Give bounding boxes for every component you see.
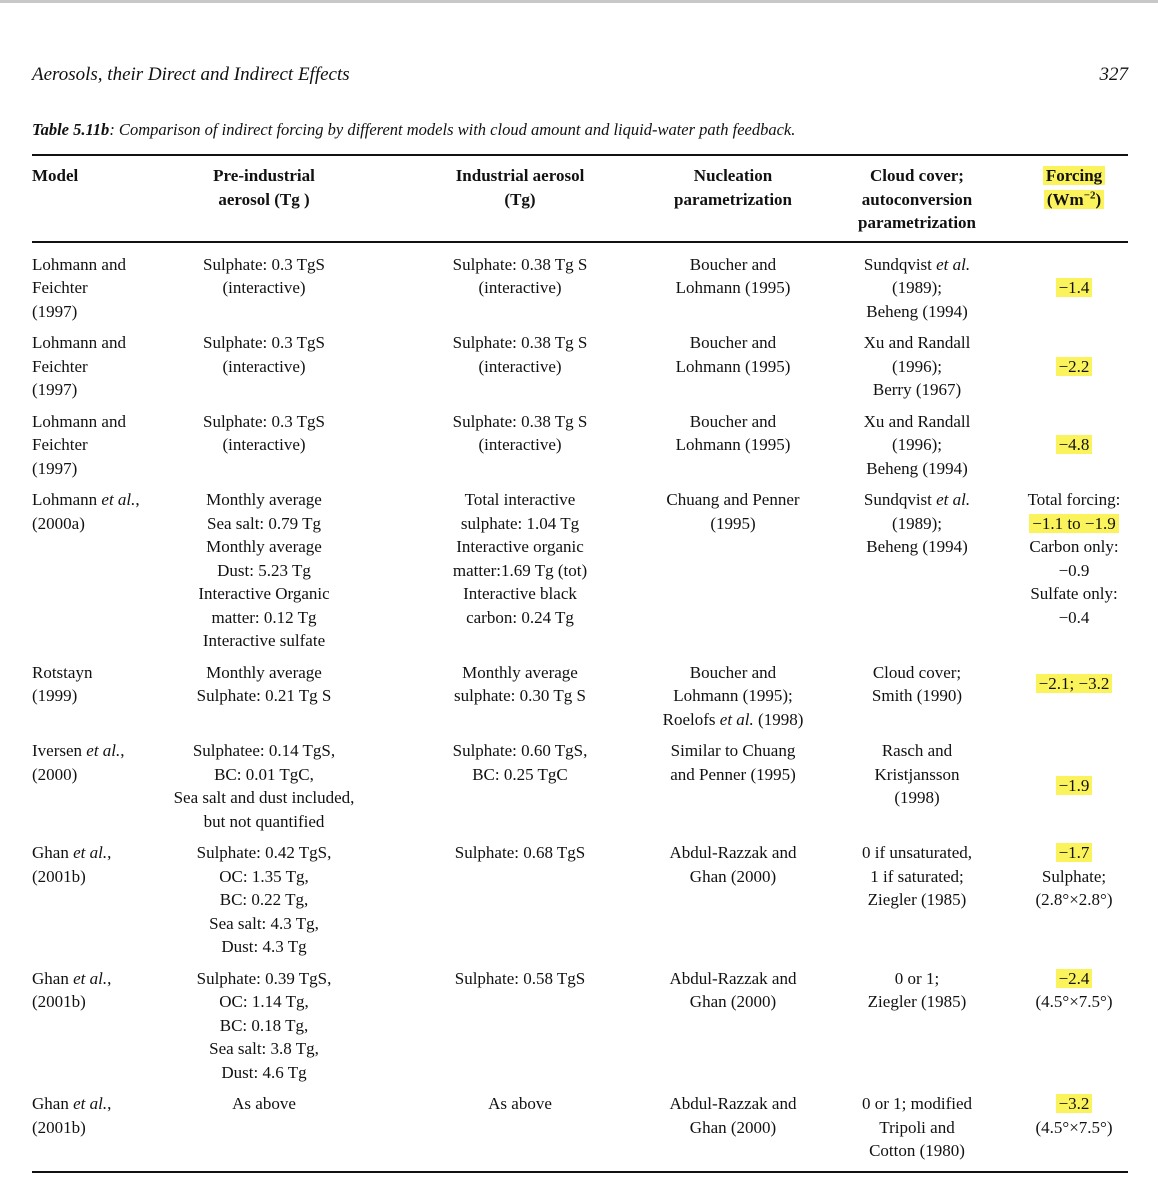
table-row bbox=[32, 967, 1128, 1093]
cell-preindustrial: Sulphate: 0.3 TgS (interactive) bbox=[203, 411, 325, 454]
col-header-cloud: Cloud cover; autoconversion parametrization bbox=[857, 166, 977, 232]
col-header-forcing bbox=[1020, 155, 1128, 242]
forcing-header-l2 bbox=[1044, 190, 1104, 209]
forcing-value: −2.1; −3.2 bbox=[1036, 674, 1113, 693]
model-text: Lohmann and Feichter (1997) bbox=[32, 254, 126, 321]
cell-nucleation: Abdul-Razzak and Ghan (2000) bbox=[669, 843, 797, 886]
cloud-et-al: et al. bbox=[936, 490, 971, 509]
cell-industrial: Total interactive sulphate: 1.04 Tg Interactive organic matter:1.69 Tg (tot) Interactive black carbon: 0.24 Tg bbox=[452, 490, 588, 627]
top-border bbox=[0, 0, 1158, 3]
cell-model bbox=[32, 841, 140, 967]
cell-nucleation: Similar to Chuang and Penner (1995) bbox=[670, 741, 796, 784]
cloud-text-rest: (1989); Beheng (1994) bbox=[866, 513, 968, 556]
cell-model bbox=[32, 739, 140, 841]
cell-cloud bbox=[814, 331, 1020, 410]
forcing-note: Carbon only: −0.9 Sulfate only: −0.4 bbox=[1029, 537, 1119, 627]
cell-forcing bbox=[1020, 488, 1128, 661]
forcing-value: −1.4 bbox=[1056, 278, 1093, 297]
model-text: Iversen bbox=[32, 741, 87, 760]
header-row bbox=[32, 155, 1128, 242]
table-row bbox=[32, 1092, 1128, 1172]
forcing-value-wrap bbox=[1020, 410, 1128, 457]
table-container bbox=[32, 154, 1128, 1173]
cloud-text: 0 or 1; Ziegler (1985) bbox=[867, 968, 967, 1011]
model-text-rest: , (2001b) bbox=[32, 1094, 112, 1137]
cell-cloud bbox=[814, 739, 1020, 841]
nucleation-text: Boucher and Lohmann (1995); Roelofs bbox=[662, 662, 793, 729]
cell-forcing bbox=[1020, 1092, 1128, 1172]
cell-forcing bbox=[1020, 410, 1128, 489]
caption-text: : Comparison of indirect forcing by different models with cloud amount and liquid-water path feedback. bbox=[109, 120, 796, 139]
cell-cloud bbox=[814, 1092, 1020, 1172]
cell-forcing bbox=[1020, 739, 1128, 841]
table-row bbox=[32, 331, 1128, 410]
comparison-table bbox=[32, 154, 1128, 1173]
cell-preindustrial: Sulphatee: 0.14 TgS, BC: 0.01 TgC, Sea salt and dust included, but not quantified bbox=[173, 741, 355, 831]
cell-cloud bbox=[814, 841, 1020, 967]
table-row bbox=[32, 661, 1128, 740]
cell-preindustrial: Sulphate: 0.3 TgS (interactive) bbox=[203, 254, 325, 297]
cloud-text: Cloud cover; Smith (1990) bbox=[871, 662, 963, 705]
cell-nucleation: Boucher and Lohmann (1995) bbox=[675, 411, 791, 454]
model-text: Ghan bbox=[32, 968, 74, 988]
forcing-note: (4.5°×7.5°) bbox=[1035, 992, 1113, 1011]
cell-industrial: Sulphate: 0.60 TgS, BC: 0.25 TgC bbox=[452, 741, 588, 784]
table-caption bbox=[32, 120, 1132, 140]
cell-nucleation: Chuang and Penner (1995) bbox=[666, 490, 800, 533]
cell-nucleation: Abdul-Razzak and Ghan (2000) bbox=[669, 1094, 797, 1137]
cloud-text-rest: (1989); Beheng (1994) bbox=[866, 278, 968, 321]
running-title: Aerosols, their Direct and Indirect Effects bbox=[32, 64, 350, 85]
model-et-al: et al. bbox=[101, 490, 136, 509]
table-row bbox=[32, 242, 1128, 332]
model-et-al: et al. bbox=[73, 843, 108, 862]
cell-forcing bbox=[1020, 242, 1128, 332]
forcing-value-wrap bbox=[1020, 661, 1128, 696]
forcing-value-wrap bbox=[1020, 841, 1128, 865]
cell-forcing bbox=[1020, 331, 1128, 410]
model-text: Rotstayn (1999) bbox=[32, 662, 93, 705]
forcing-value: −1.9 bbox=[1056, 776, 1093, 795]
forcing-unit-exponent: −2 bbox=[1083, 188, 1096, 201]
cell-forcing bbox=[1020, 661, 1128, 740]
cell-forcing bbox=[1020, 967, 1128, 1093]
forcing-value-wrap bbox=[1020, 331, 1128, 378]
model-et-al: et al. bbox=[73, 1094, 108, 1113]
forcing-value: −4.8 bbox=[1056, 435, 1093, 454]
forcing-unit: (Wm bbox=[1046, 189, 1084, 209]
cell-industrial: Monthly average sulphate: 0.30 Tg S bbox=[454, 662, 586, 705]
cell-model bbox=[32, 967, 140, 1093]
forcing-value: −2.4 bbox=[1056, 969, 1093, 988]
cell-preindustrial: Sulphate: 0.3 TgS (interactive) bbox=[203, 333, 325, 376]
page-number: 327 bbox=[1099, 64, 1128, 85]
forcing-label: Total forcing: bbox=[1027, 490, 1121, 509]
forcing-value-wrap bbox=[1020, 1092, 1128, 1116]
forcing-value-wrap bbox=[1020, 739, 1128, 798]
caption-label: Table 5.11b bbox=[32, 120, 110, 139]
model-text-rest: , (2000) bbox=[32, 741, 125, 784]
col-header-nucleation: Nucleation parametrization bbox=[673, 166, 793, 209]
cell-preindustrial: Sulphate: 0.39 TgS, OC: 1.14 Tg, BC: 0.18 Tg, Sea salt: 3.8 Tg, Dust: 4.6 Tg bbox=[196, 968, 332, 1082]
cell-industrial: Sulphate: 0.68 TgS bbox=[454, 843, 586, 862]
table-row bbox=[32, 739, 1128, 841]
cell-nucleation: Abdul-Razzak and Ghan (2000) bbox=[669, 968, 797, 1011]
cloud-text: 0 or 1; modified Tripoli and Cotton (1980) bbox=[861, 1094, 972, 1160]
table-row bbox=[32, 410, 1128, 489]
cell-model bbox=[32, 410, 140, 489]
model-text: Lohmann bbox=[32, 490, 102, 509]
cell-cloud bbox=[814, 242, 1020, 332]
cell-industrial: Sulphate: 0.38 Tg S (interactive) bbox=[452, 254, 588, 297]
running-head bbox=[32, 64, 1128, 86]
model-et-al: et al. bbox=[86, 741, 121, 760]
cell-industrial: As above bbox=[488, 1094, 552, 1113]
cell-nucleation: Boucher and Lohmann (1995) bbox=[675, 254, 791, 297]
forcing-value: −1.1 to −1.9 bbox=[1029, 514, 1118, 533]
cloud-et-al: et al. bbox=[936, 254, 971, 274]
forcing-note: Sulphate; (2.8°×2.8°) bbox=[1035, 866, 1113, 909]
forcing-value-wrap bbox=[1020, 512, 1128, 536]
cell-preindustrial: As above bbox=[232, 1094, 296, 1113]
forcing-value: −2.2 bbox=[1056, 357, 1093, 376]
cloud-text: Xu and Randall (1996); Berry (1967) bbox=[863, 333, 971, 399]
col-header-preindustrial: Pre-industrial aerosol (Tg ) bbox=[213, 166, 315, 209]
model-et-al: et al. bbox=[73, 968, 108, 988]
table-row bbox=[32, 841, 1128, 967]
cell-model bbox=[32, 242, 140, 332]
cell-industrial: Sulphate: 0.38 Tg S (interactive) bbox=[452, 333, 588, 376]
table-body bbox=[32, 242, 1128, 1172]
model-text-rest: , (2001b) bbox=[32, 968, 112, 1011]
nucleation-et-al: et al. bbox=[719, 709, 754, 729]
nucleation-text-rest: (1998) bbox=[753, 709, 804, 729]
cloud-text: 0 if unsaturated, 1 if saturated; Ziegler (1985) bbox=[862, 843, 972, 909]
cloud-text: Xu and Randall (1996); Beheng (1994) bbox=[863, 411, 971, 478]
cell-industrial: Sulphate: 0.38 Tg S (interactive) bbox=[452, 411, 588, 454]
col-header-industrial: Industrial aerosol (Tg) bbox=[455, 166, 585, 209]
model-text: Lohmann and Feichter (1997) bbox=[32, 411, 126, 478]
cell-preindustrial: Monthly average Sulphate: 0.21 Tg S bbox=[196, 662, 332, 705]
forcing-note: (4.5°×7.5°) bbox=[1035, 1117, 1113, 1137]
table-row bbox=[32, 488, 1128, 661]
cell-cloud bbox=[814, 410, 1020, 489]
cell-forcing bbox=[1020, 841, 1128, 967]
col-header-model: Model bbox=[32, 166, 79, 185]
cell-cloud bbox=[814, 661, 1020, 740]
cell-cloud bbox=[814, 967, 1020, 1093]
model-text-rest: , (2001b) bbox=[32, 843, 112, 886]
model-text: Lohmann and Feichter (1997) bbox=[32, 333, 126, 399]
cell-preindustrial: Sulphate: 0.42 TgS, OC: 1.35 Tg, BC: 0.22 Tg, Sea salt: 4.3 Tg, Dust: 4.3 Tg bbox=[196, 843, 332, 956]
cell-cloud bbox=[814, 488, 1020, 661]
cell-preindustrial: Monthly average Sea salt: 0.79 Tg Monthly average Dust: 5.23 Tg Interactive Organic matter: 0.12 Tg Interactive sulfate bbox=[198, 490, 330, 650]
model-text-rest: , (2000a) bbox=[32, 490, 140, 533]
forcing-value-wrap bbox=[1020, 967, 1128, 991]
forcing-unit-close: ) bbox=[1095, 189, 1102, 209]
forcing-header-l1: Forcing bbox=[1043, 166, 1105, 185]
forcing-value-wrap bbox=[1020, 253, 1128, 300]
cell-nucleation bbox=[652, 661, 814, 740]
forcing-value: −1.7 bbox=[1056, 843, 1093, 862]
cell-nucleation: Boucher and Lohmann (1995) bbox=[675, 333, 791, 376]
cell-model bbox=[32, 661, 140, 740]
forcing-value: −3.2 bbox=[1056, 1094, 1093, 1113]
model-text: Ghan bbox=[32, 1094, 74, 1113]
model-text: Ghan bbox=[32, 843, 74, 862]
cell-model bbox=[32, 488, 140, 661]
cloud-text: Sundqvist bbox=[863, 490, 937, 509]
cell-industrial: Sulphate: 0.58 TgS bbox=[454, 968, 586, 988]
cloud-text: Sundqvist bbox=[863, 254, 937, 274]
cloud-text: Rasch and Kristjansson (1998) bbox=[874, 741, 960, 807]
cell-model bbox=[32, 331, 140, 410]
cell-model bbox=[32, 1092, 140, 1172]
